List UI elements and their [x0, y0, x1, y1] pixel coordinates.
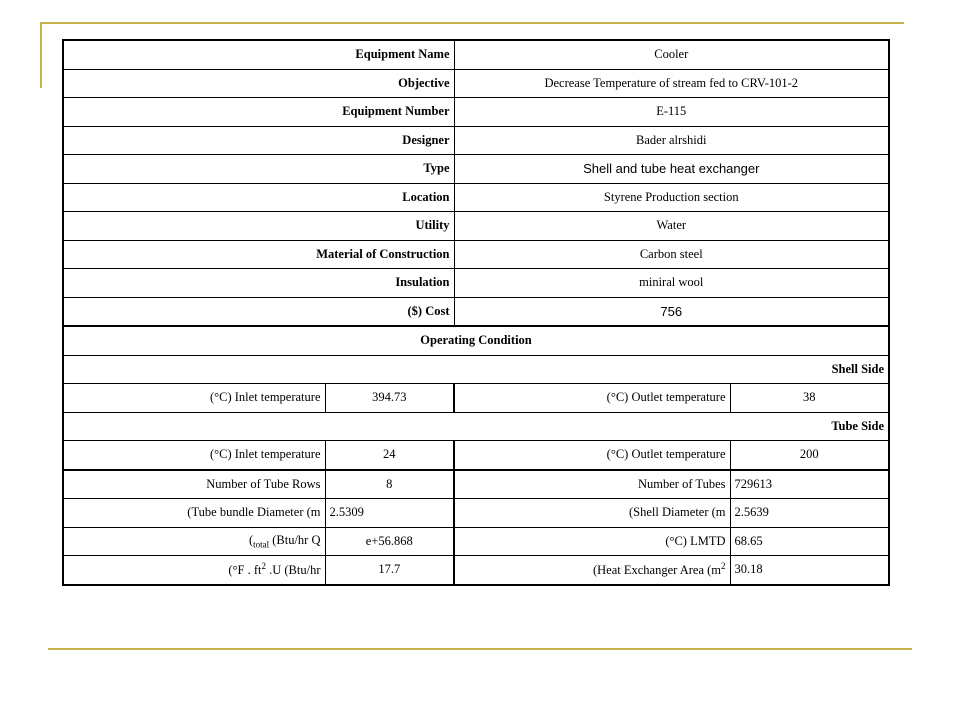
heat-duty-paren: (	[248, 533, 254, 547]
equipment-spec-table	[62, 39, 890, 586]
tube-count-row	[63, 470, 889, 499]
u-label-part-1: (°F . ft	[228, 563, 262, 578]
lmtd-value: 68.65	[730, 527, 889, 556]
spec-row-cost	[63, 297, 889, 326]
shell-diameter-value: 2.5639	[730, 499, 889, 528]
tube-side-title: Tube Side	[63, 412, 889, 441]
spec-label: Designer	[63, 126, 454, 155]
spec-row-designer	[63, 126, 889, 155]
spec-label: Equipment Number	[63, 98, 454, 127]
spec-value: Carbon steel	[454, 240, 889, 269]
tubes-label: Number of Tubes	[454, 470, 730, 499]
duty-row	[63, 527, 889, 556]
spec-label: Location	[63, 183, 454, 212]
u-coefficient-value: 17.7	[325, 556, 454, 585]
heat-duty-subscript: total	[253, 539, 270, 550]
spec-value: Water	[454, 212, 889, 241]
spec-label: Utility	[63, 212, 454, 241]
spec-label: ($) Cost	[63, 297, 454, 326]
shell-side-title: Shell Side	[63, 355, 889, 384]
shell-outlet-label: (°C) Outlet temperature	[454, 384, 730, 413]
spec-label: Type	[63, 155, 454, 184]
heat-duty-label	[63, 527, 325, 556]
heat-duty-label-rest: (Btu/hr Q	[269, 533, 321, 547]
u-coefficient-label	[63, 556, 325, 585]
spec-value: miniral wool	[454, 269, 889, 298]
spec-row-equipment-name	[63, 40, 889, 69]
spec-value: Cooler	[454, 40, 889, 69]
spec-value: 756	[454, 297, 889, 326]
area-label-text: (Heat Exchanger Area (m	[592, 563, 722, 578]
shell-side-header-row	[63, 355, 889, 384]
tube-rows-label: Number of Tube Rows	[63, 470, 325, 499]
u-label-part-2: .U (Btu/hr	[265, 563, 321, 578]
tube-rows-value: 8	[325, 470, 454, 499]
spec-value: Styrene Production section	[454, 183, 889, 212]
tubes-value: 729613	[730, 470, 889, 499]
shell-inlet-label: (°C) Inlet temperature	[63, 384, 325, 413]
shell-temperature-row	[63, 384, 889, 413]
tube-outlet-value: 200	[730, 441, 889, 470]
tube-inlet-value: 24	[325, 441, 454, 470]
left-accent-line	[40, 22, 42, 88]
spec-value: Decrease Temperature of stream fed to CRV-101-2	[454, 69, 889, 98]
spec-row-objective	[63, 69, 889, 98]
area-label	[454, 556, 730, 585]
shell-inlet-value: 394.73	[325, 384, 454, 413]
lmtd-label: (°C) LMTD	[454, 527, 730, 556]
spec-row-utility	[63, 212, 889, 241]
area-value: 30.18	[730, 556, 889, 585]
bundle-diameter-value: 2.5309	[325, 499, 454, 528]
tube-side-header-row	[63, 412, 889, 441]
tube-temperature-row	[63, 441, 889, 470]
u-label-superscript: 2	[261, 561, 266, 572]
spec-label: Objective	[63, 69, 454, 98]
spec-row-insulation	[63, 269, 889, 298]
coefficient-area-row	[63, 556, 889, 585]
heat-duty-value: e+56.868	[325, 527, 454, 556]
tube-outlet-label: (°C) Outlet temperature	[454, 441, 730, 470]
top-accent-line	[40, 22, 904, 24]
spec-row-equipment-number	[63, 98, 889, 127]
spec-label: Material of Construction	[63, 240, 454, 269]
operating-condition-header-row	[63, 326, 889, 355]
bottom-accent-line	[48, 648, 912, 650]
spec-row-location	[63, 183, 889, 212]
spec-value: Shell and tube heat exchanger	[454, 155, 889, 184]
bundle-diameter-label: (Tube bundle Diameter (m	[63, 499, 325, 528]
tube-inlet-label: (°C) Inlet temperature	[63, 441, 325, 470]
spec-label: Insulation	[63, 269, 454, 298]
shell-diameter-label: (Shell Diameter (m	[454, 499, 730, 528]
spec-label: Equipment Name	[63, 40, 454, 69]
spec-row-type	[63, 155, 889, 184]
diameter-row	[63, 499, 889, 528]
spec-value: Bader alrshidi	[454, 126, 889, 155]
spec-value: E-115	[454, 98, 889, 127]
operating-condition-title: Operating Condition	[63, 326, 889, 355]
spec-row-material	[63, 240, 889, 269]
shell-outlet-value: 38	[730, 384, 889, 413]
area-label-superscript: 2	[721, 561, 726, 572]
